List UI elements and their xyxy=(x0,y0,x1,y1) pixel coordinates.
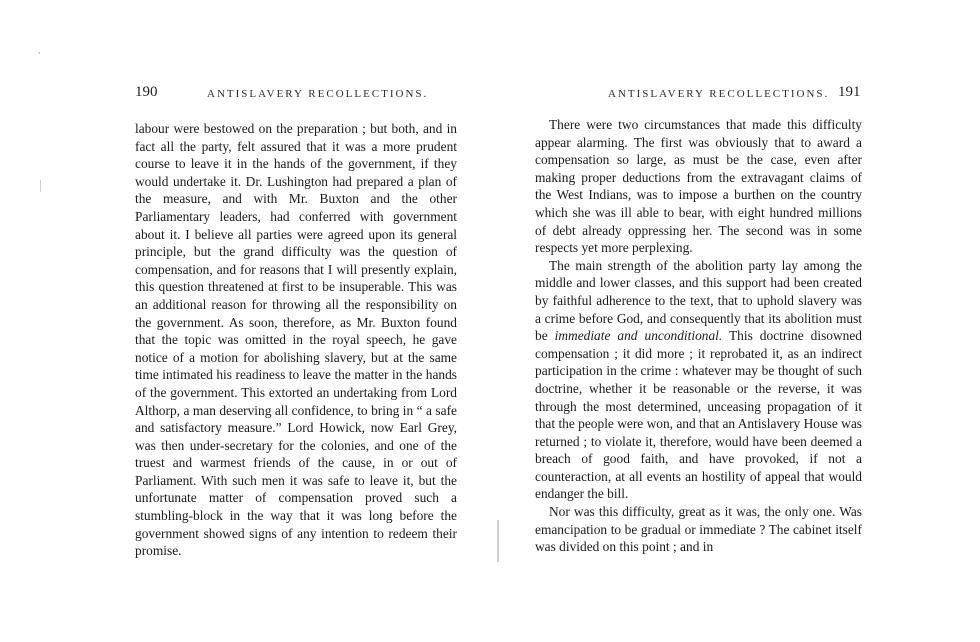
right-page xyxy=(490,0,980,642)
paragraph: There were two circumstances that made this difficulty appear alarming. The first was obviously that to award a compensation so large, as must be the case, even after making proper deductions from the extravagant claims of the West Indians, was to impose a burthen on the country which she was ill able to bear, with eight hundred millions of debt already oppressing her. The second was in some respects yet more perplexing. xyxy=(535,117,862,256)
paragraph: Nor was this difficulty, great as it was, the only one. Was emancipation to be gradual or immediate ? The cabinet itself was divided on this point ; and in xyxy=(535,504,862,555)
running-header: ANTISLAVERY RECOLLECTIONS. xyxy=(207,88,429,100)
paragraph-text: The main strength of the abolition party lay among the middle and lower classes, and this support had been created by faithful adherence to the text, that to uphold slavery was a crime before God, and consequently that its abolition must be xyxy=(535,257,862,344)
gutter-mark xyxy=(497,520,499,562)
margin-mark xyxy=(40,180,41,192)
emphasis-text: immediate and unconditional. xyxy=(554,328,723,344)
page-number: 191 xyxy=(838,84,861,100)
body-text xyxy=(135,120,457,560)
paragraph-text: This doctrine disowned compensation ; it did more ; it reprobated it, as an indirect participation in the crime : whatever may be thought of such doctrine, whether it be reasonable or the reverse, it was through the most determined, unceasing propagation of it that the people were won, and that an Antislavery House was returned ; to violate it, therefore, would have been deemed a breach of good faith, and have provoked, if not a counteraction, at all events an hostility of appeal that would endanger the bill. xyxy=(535,328,862,502)
paragraph xyxy=(535,257,862,503)
margin-mark xyxy=(38,52,40,54)
running-header: ANTISLAVERY RECOLLECTIONS. xyxy=(608,88,830,100)
page-number: 190 xyxy=(135,84,158,100)
paragraph: labour were bestowed on the preparation ; but both, and in fact all the party, felt assured that it was a more prudent course to leave it in the hands of the government, if they would undertake it. Dr. Lushington had prepared a plan of the measure, and with Mr. Buxton and the other Parliamentary leaders, had conferred with government about it. I believe all parties were agreed upon its general principle, but the grand difficulty was the question of compensation, and for reasons that I will presently explain, this question threatened at first to be insuperable. This was an additional reason for throwing all the responsibility on the government. As soon, therefore, as Mr. Buxton found that the topic was omitted in the royal speech, he gave notice of a motion for abolishing slavery, but at the same time intimated his readiness to leave the matter in the hands of the government. This extorted an undertaking from Lord Althorp, a man deserving all confidence, to bring in “ a safe and satisfactory measure.” Lord Howick, now Earl Grey, was then under-secretary for the colonies, and one of the truest and warmest friends of the cause, in or out of Parliament. With such men it was safe to leave it, but the unfortunate matter of compensation proved such a stumbling-block in the way that it was long before the government showed signs of any intention to redeem their promise. xyxy=(135,121,457,559)
body-text xyxy=(535,116,862,556)
